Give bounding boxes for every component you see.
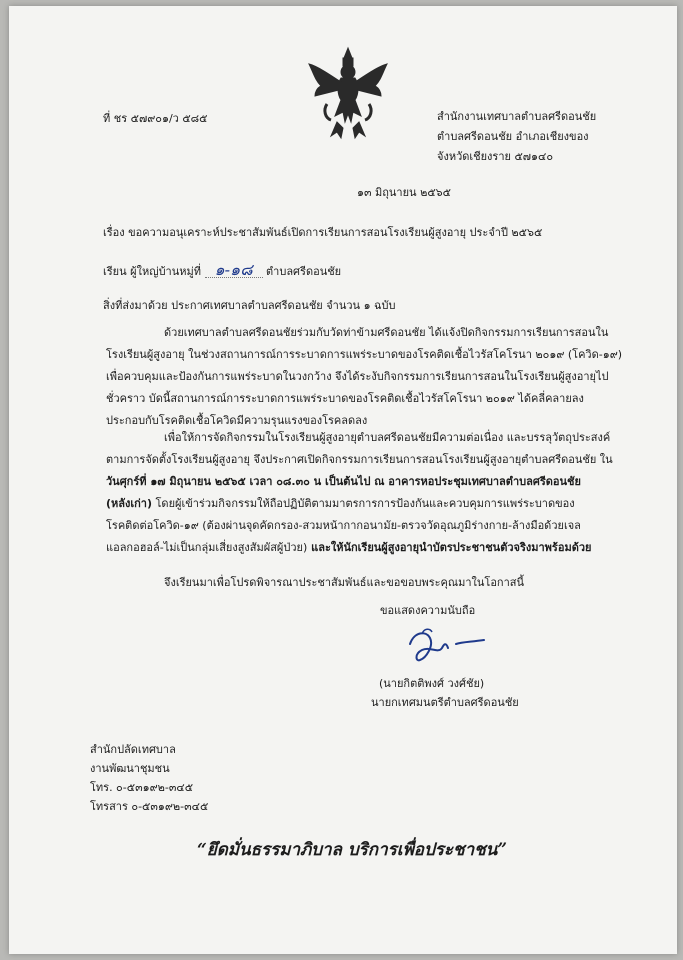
closing-request: จึงเรียนมาเพื่อโปรดพิจารณาประชาสัมพันธ์และขอขอบพระคุณมาในโอกาสนี้ — [164, 576, 524, 589]
paragraph-line: โรงเรียนผู้สูงอายุ ในช่วงสถานการณ์การระบาดการแพร่ระบาดของโรคติดเชื้อไวรัสโคโรนา ๒๐๑๙ (โควิด-๑๙) — [106, 348, 623, 361]
paragraph-line: ด้วยเทศบาลตำบลศรีดอนชัยร่วมกับวัดท่าข้ามศรีดอนชัย ได้แจ้งปิดกิจกรรมการเรียนการสอนใน — [164, 326, 609, 339]
footer-contact — [90, 740, 208, 816]
sender-line: สำนักงานเทศบาลตำบลศรีดอนชัย — [437, 110, 597, 123]
footer-line: สำนักปลัดเทศบาล — [90, 743, 176, 756]
body-paragraph-2 — [106, 427, 611, 559]
body-paragraph-1 — [106, 322, 623, 432]
salutation-handwritten: ๑-๑๘ — [205, 263, 263, 278]
id-card-note: และให้นักเรียนผู้สูงอายุนำบัตรประชาชนตัวจริงมาพร้อมด้วย — [307, 541, 592, 554]
handwritten-signature — [404, 624, 494, 668]
footer-line: โทร. ๐-๕๓๑๙๒-๓๔๕ — [90, 781, 194, 794]
paragraph-line — [106, 537, 611, 559]
paragraph-line: เพื่อควบคุมและป้องกันการแพร่ระบาดในวงกว้าง จึงได้ระงับกิจกรรมการเรียนการสอนในโรงเรียนผู้สูงอายุไป — [106, 370, 609, 383]
paragraph-line: โรคติดต่อโควิด-๑๙ (ต้องผ่านจุดคัดกรอง-สวมหน้ากากอนามัย-ตรวจวัดอุณภูมิร่างกาย-ล้างมือด้วยเจล — [106, 519, 581, 532]
sender-address — [437, 107, 596, 167]
footer-line: โทรสาร ๐-๕๓๑๙๒-๓๔๕ — [90, 800, 209, 813]
signer-name: (นายกิตติพงศ์ วงศ์ชัย) — [379, 677, 485, 690]
signer-title: นายกเทศมนตรีตำบลศรีดอนชัย — [371, 696, 519, 709]
letter-page — [9, 6, 677, 954]
paragraph-line-start: แอลกอฮอล์-ไม่เป็นกลุ่มเสี่ยงสูงสัมผัสผู้ป่วย) — [106, 541, 308, 554]
paragraph-line: เพื่อให้การจัดกิจกรรมในโรงเรียนผู้สูงอายุตำบลศรีดอนชัยมีความต่อเนื่อง และบรรลุวัตถุประสงค์ — [164, 431, 611, 444]
reference-number: ที่ ชร ๕๗๙๐๑/ว ๕๘๕ — [103, 112, 208, 125]
paragraph-line-highlight: วันศุกร์ที่ ๑๗ มิถุนายน ๒๕๖๕ เวลา ๐๘.๓๐ น เป็นต้นไป ณ อาคารหอประชุมเทศบาลตำบลศรีดอนชัย — [106, 475, 581, 488]
paragraph-line: ชั่วคราว บัดนี้สถานการณ์การระบาดการแพร่ระบาดของโรคติดเชื้อไวรัสโคโรนา ๒๐๑๙ ได้คลี่คลายลง — [106, 392, 584, 405]
paragraph-line: ตามการจัดตั้งโรงเรียนผู้สูงอายุ จึงประกาศเปิดกิจกรรมการเรียนการสอนโรงเรียนผู้สูงอายุตำบลศรีดอนชัย ใน — [106, 453, 613, 466]
salutation-suffix: ตำบลศรีดอนชัย — [266, 265, 342, 278]
closing-phrase: ขอแสดงความนับถือ — [380, 604, 476, 617]
paragraph-line — [106, 493, 611, 515]
garuda-emblem-icon — [307, 44, 389, 140]
salutation-prefix: เรียน ผู้ใหญ่บ้านหมู่ที่ — [103, 265, 202, 278]
paragraph-line: ประกอบกับโรคติดเชื้อโควิดมีความรุนแรงของโรคลดลง — [106, 414, 368, 427]
sender-line: จังหวัดเชียงราย ๕๗๑๔๐ — [437, 150, 554, 163]
footer-line: งานพัฒนาชุมชน — [90, 762, 170, 775]
salutation — [103, 260, 342, 279]
paragraph-line-rest: โดยผู้เข้าร่วมกิจกรรมให้ถือปฏิบัติตามมาตรการการป้องกันและควบคุมการแพร่ระบาดของ — [152, 497, 575, 510]
enclosure-line: สิ่งที่ส่งมาด้วย ประกาศเทศบาลตำบลศรีดอนชัย จำนวน ๑ ฉบับ — [103, 299, 396, 312]
sender-line: ตำบลศรีดอนชัย อำเภอเชียงของ — [437, 130, 589, 143]
motto: “ยึดมั่นธรรมาภิบาล บริการเพื่อประชาชน” — [197, 840, 508, 860]
letter-date: ๑๓ มิถุนายน ๒๕๖๕ — [357, 186, 451, 199]
subject-line: เรื่อง ขอความอนุเคราะห์ประชาสัมพันธ์เปิดการเรียนการสอนโรงเรียนผู้สูงอายุ ประจำปี ๒๕๖๕ — [103, 226, 543, 239]
building-note: (หลังเก่า) — [106, 497, 153, 510]
